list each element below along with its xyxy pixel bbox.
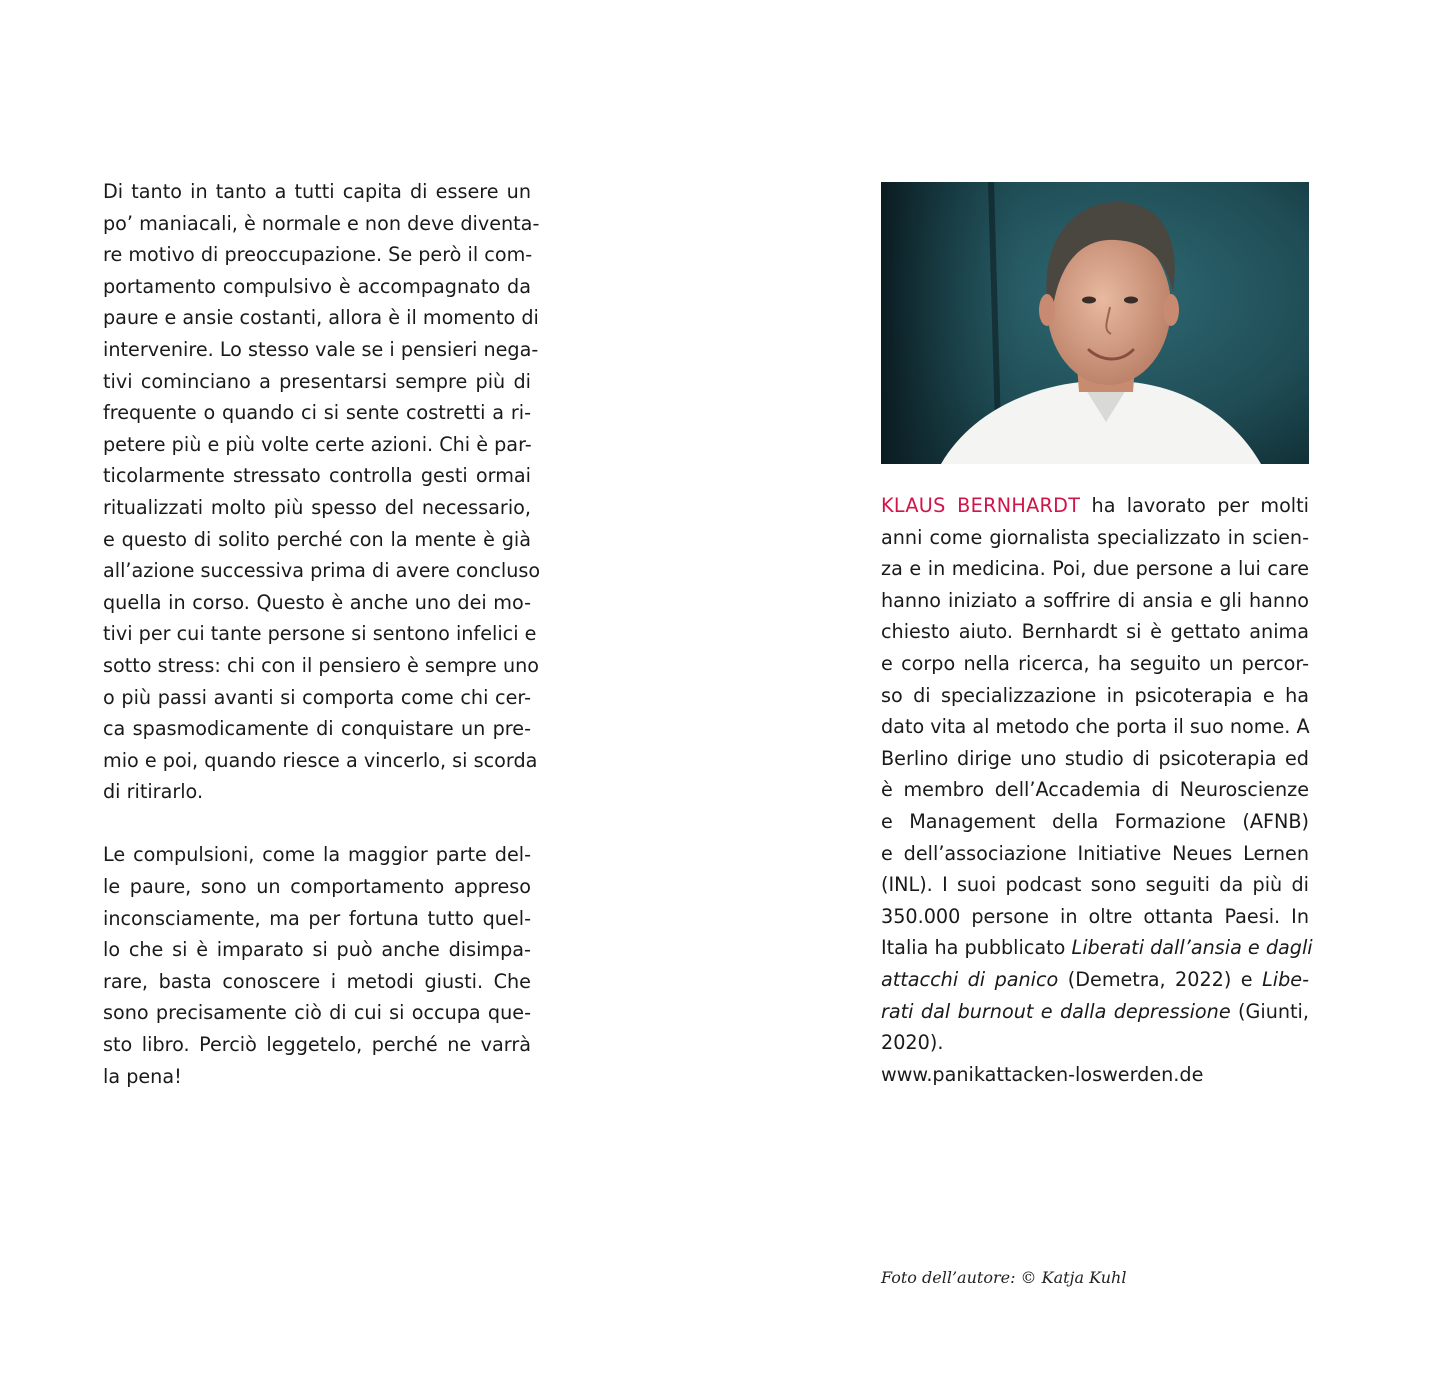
text-line: mio e poi, quando riesce a vincerlo, si scorda <box>103 748 538 772</box>
left-column-text <box>103 176 541 1092</box>
text-line: tivi per cui tante persone si sentono infelici e <box>103 622 537 646</box>
text-line: sono precisamente ciò di cui si occupa que- <box>103 1001 531 1025</box>
text-line: ritualizzati molto più spesso del necessario, <box>103 495 531 519</box>
bio-line: za e in medicina. Poi, due persone a lui care <box>881 557 1309 581</box>
bio-line <box>881 932 1313 964</box>
text-line: po’ maniacali, è normale e non deve diventa- <box>103 211 540 235</box>
text-line: intervenire. Lo stesso vale se i pensieri nega- <box>103 337 539 361</box>
author-photo <box>881 182 1309 464</box>
bio-line: 2020). <box>881 1031 944 1055</box>
text-line: sto libro. Perciò leggetelo, perché ne varrà <box>103 1033 531 1057</box>
bio-line: so di specializzazione in psicoterapia e ha <box>881 683 1309 707</box>
text-line: frequente o quando ci si sente costretti a ri- <box>103 401 531 425</box>
author-website-link[interactable]: www.panikattacken-loswerden.de <box>881 1062 1204 1086</box>
bio-line: e Management della Formazione (AFNB) <box>881 809 1309 833</box>
text-line: all’azione successiva prima di avere concluso <box>103 559 541 583</box>
text-line: la pena! <box>103 1064 182 1088</box>
bio-line: dato vita al metodo che porta il suo nome. A <box>881 715 1310 739</box>
bio-line: hanno iniziato a soffrire di ansia e gli hanno <box>881 588 1309 612</box>
bio-line: 350.000 persone in oltre ottanta Paesi. In <box>881 904 1309 928</box>
bio-text: Italia ha pubblicato <box>881 936 1072 960</box>
bio-line: è membro dell’Accademia di Neuroscienze <box>881 778 1309 802</box>
text-line: portamento compulsivo è accompagnato da <box>103 274 531 298</box>
text-line: paure e ansie costanti, allora è il momento di <box>103 306 539 330</box>
text-line: sotto stress: chi con il pensiero è sempre uno <box>103 653 540 677</box>
book-title-1-cont: attacchi di panico <box>881 967 1059 991</box>
book-title-2: Libe- <box>1262 967 1309 991</box>
text-line: Le compulsioni, come la maggior parte del- <box>103 843 531 867</box>
bio-text: ha lavorato per molti <box>1080 494 1309 517</box>
paragraph-2 <box>103 839 531 1092</box>
text-line: ticolarmente stressato controlla gesti ormai <box>103 464 531 488</box>
bio-line: chiesto aiuto. Bernhardt si è gettato anima <box>881 620 1309 644</box>
text-line: tivi cominciano a presentarsi sempre più di <box>103 369 531 393</box>
book-title-1: Liberati dall’ansia e dagli <box>1071 936 1313 960</box>
author-bio <box>881 490 1313 1090</box>
text-line: Di tanto in tanto a tutti capita di essere un <box>103 180 531 203</box>
text-line: di ritirarlo. <box>103 780 204 804</box>
bio-text: (Giunti, <box>1230 999 1309 1023</box>
text-line: ca spasmodicamente di conquistare un pre- <box>103 717 531 741</box>
text-line: petere più e più volte certe azioni. Chi è par- <box>103 432 532 456</box>
bio-line: (INL). I suoi podcast sono seguiti da più di <box>881 873 1309 897</box>
bio-line: e dell’associazione Initiative Neues Lernen <box>881 841 1309 865</box>
text-line: o più passi avanti si comporta come chi cer- <box>103 685 531 709</box>
bio-line <box>881 996 1309 1028</box>
paragraph-1 <box>103 176 541 808</box>
text-line: lo che si è imparato si può anche disimpa- <box>103 938 531 962</box>
book-title-2-cont: rati dal burnout e dalla depressione <box>881 999 1231 1023</box>
text-line: inconsciamente, ma per fortuna tutto quel- <box>103 906 531 930</box>
bio-line <box>881 964 1309 996</box>
bio-line: Berlino dirige uno studio di psicoterapia ed <box>881 746 1309 770</box>
bio-line: anni come giornalista specializzato in scien- <box>881 525 1309 549</box>
bio-line: e corpo nella ricerca, ha seguito un percor- <box>881 651 1309 675</box>
text-line: re motivo di preoccupazione. Se però il com- <box>103 243 533 267</box>
photo-credit: Foto dell’autore: © Katja Kuhl <box>881 1268 1127 1287</box>
bio-line <box>881 490 1309 522</box>
text-line: le paure, sono un comportamento appreso <box>103 875 531 899</box>
text-line: e questo di solito perché con la mente è già <box>103 527 531 551</box>
author-name: KLAUS BERNHARDT <box>881 494 1081 517</box>
bio-text: (Demetra, 2022) e <box>1058 967 1263 991</box>
text-line: rare, basta conoscere i metodi giusti. Che <box>103 969 531 993</box>
text-line: quella in corso. Questo è anche uno dei mo- <box>103 590 531 614</box>
